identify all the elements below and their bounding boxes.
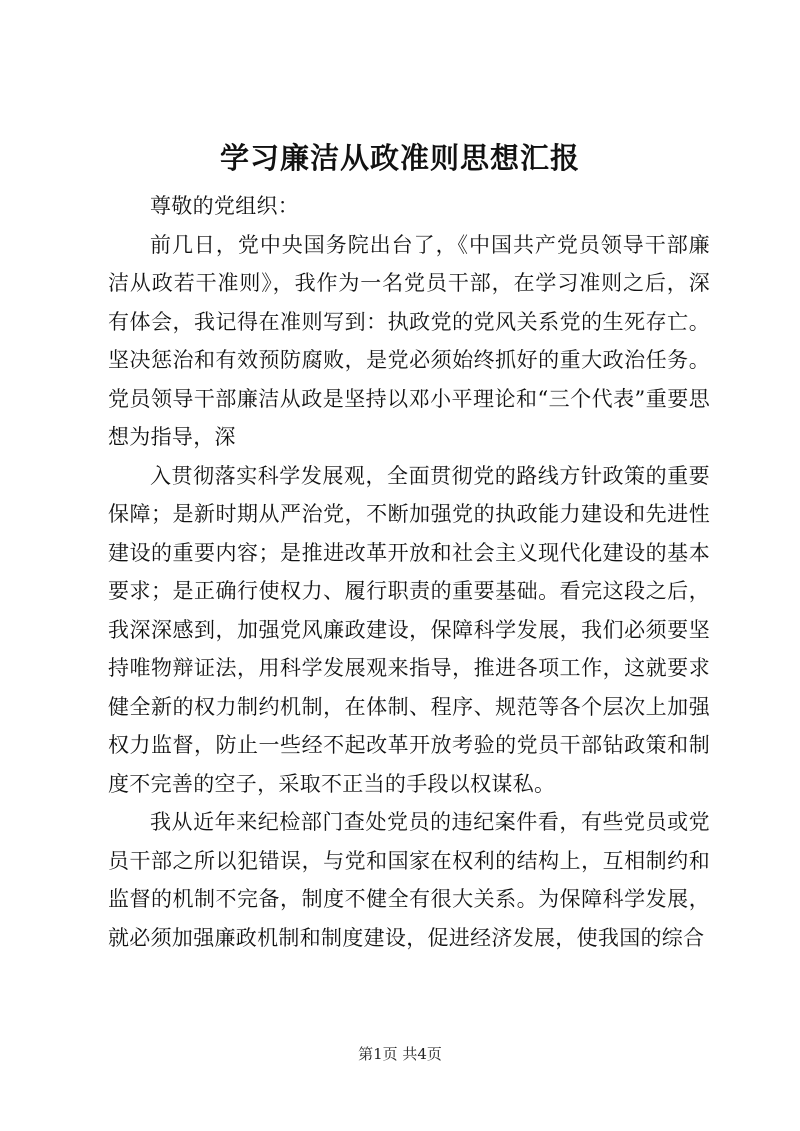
document-title: 学习廉洁从政准则思想汇报 [219, 141, 580, 175]
body-paragraph: 前几日，党中央国务院出台了，《中国共产党员领导干部廉洁从政若干准则》，我作为一名党员干部，在学习准则之后，深有体会，我记得在准则写到：执政党的党风关系党的生死存亡。坚决惩治和有效预防腐败，是党必须始终抓好的重大政治任务。党员领导干部廉洁从政是坚持以邓小平理论和“三个代表”重要思想为指导，深 [108, 232, 710, 449]
document-body [108, 187, 710, 957]
body-paragraph: 我从近年来纪检部门查处党员的违纪案件看，有些党员或党员干部之所以犯错误，与党和国家在权利的结构上，互相制约和监督的机制不完备，制度不健全有很大关系。为保障科学发展，就必须加强廉政机制和制度建设，促进经济发展，使我国的综合 [108, 810, 710, 950]
body-paragraph: 入贯彻落实科学发展观，全面贯彻党的路线方针政策的重要保障；是新时期从严治党，不断加强党的执政能力建设和先进性建设的重要内容；是推进改革开放和社会主义现代化建设的基本要求；是正确行使权力、履行职责的重要基础。看完这段之后，我深深感到，加强党风廉政建设，保障科学发展，我们必须要坚持唯物辩证法，用科学发展观来指导，推进各项工作，这就要求健全新的权力制约机制，在体制、程序、规范等各个层次上加强权力监督，防止一些经不起改革开放考验的党员干部钻政策和制度不完善的空子，采取不正当的手段以权谋私。 [108, 463, 710, 796]
page-number-footer: 第1页 共4页 [358, 1045, 442, 1063]
salutation-paragraph: 尊敬的党组织： [150, 194, 300, 218]
